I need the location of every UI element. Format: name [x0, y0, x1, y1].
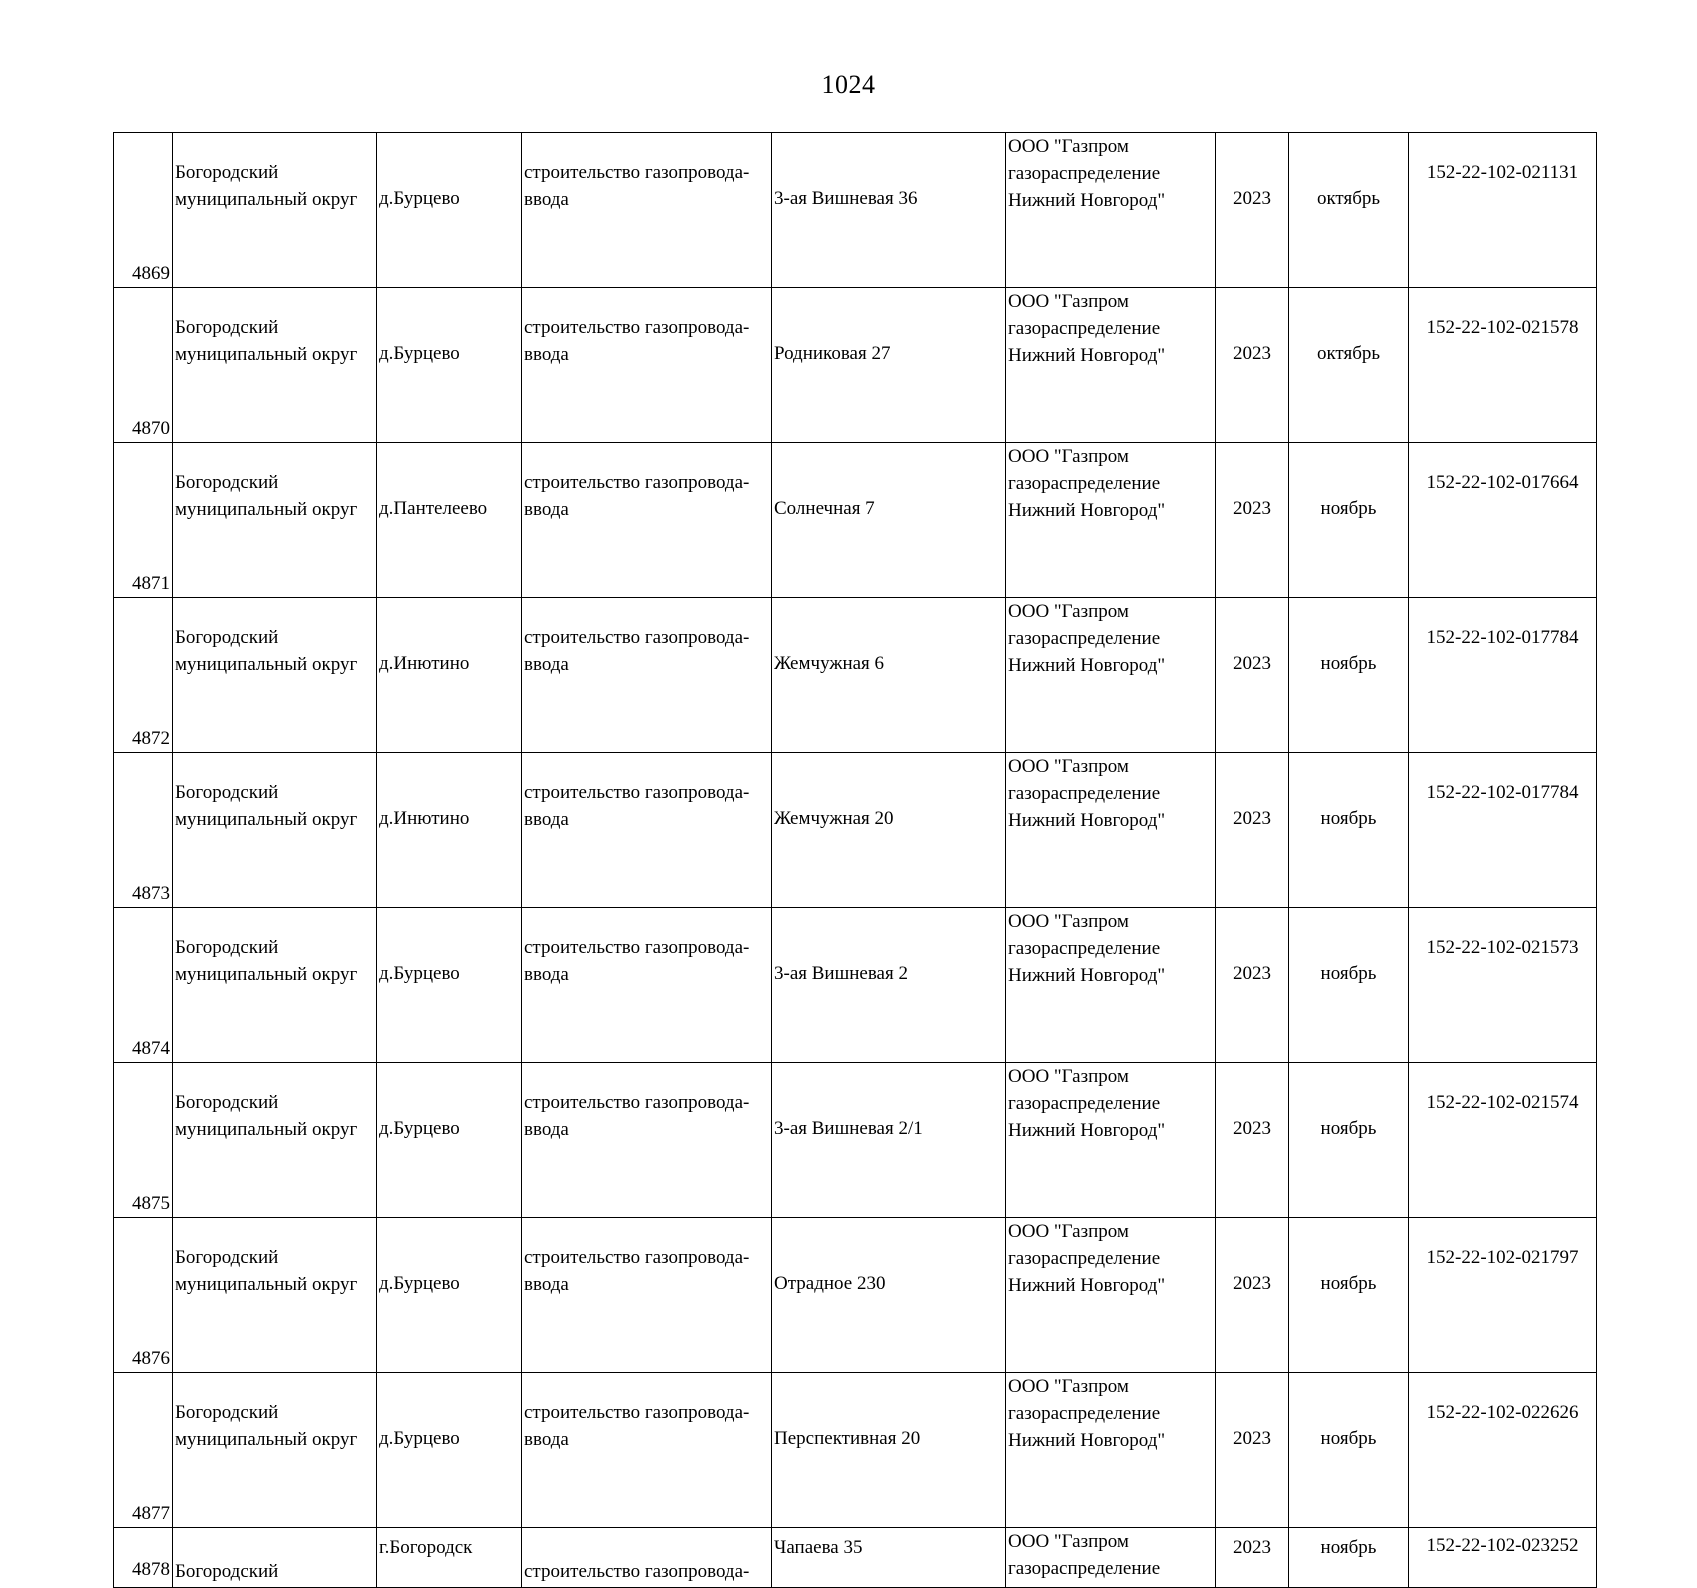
row-number-cell — [114, 1218, 173, 1373]
work-type-cell — [522, 1373, 772, 1528]
address-cell — [772, 288, 1006, 443]
year-cell — [1216, 908, 1289, 1063]
work-type-cell — [522, 1218, 772, 1373]
year-cell — [1216, 1218, 1289, 1373]
address-cell — [772, 1373, 1006, 1528]
permit-code: 152-22-102-021573 — [1426, 937, 1579, 958]
month-cell — [1289, 288, 1409, 443]
locality-cell — [377, 598, 522, 753]
work-type-line: строительство газопровода- — [524, 1402, 750, 1423]
code-cell — [1409, 443, 1597, 598]
month-cell — [1289, 908, 1409, 1063]
locality-name: д.Бурцево — [379, 1118, 460, 1139]
year: 2023 — [1233, 1118, 1271, 1139]
year-cell — [1216, 443, 1289, 598]
row-number: 4871 — [132, 573, 170, 594]
organization-cell — [1006, 598, 1216, 753]
locality-name: д.Инютино — [379, 653, 470, 674]
organization-line: газораспределение — [1008, 1403, 1161, 1424]
organization-line: газораспределение — [1008, 473, 1161, 494]
district-line: Богородский — [175, 1402, 279, 1423]
table-row — [114, 133, 1597, 288]
year: 2023 — [1233, 188, 1271, 209]
table-row — [114, 753, 1597, 908]
month-cell — [1289, 598, 1409, 753]
month: ноябрь — [1320, 498, 1377, 519]
organization-line: Нижний Новгород" — [1008, 1275, 1166, 1296]
organization-line: газораспределение — [1008, 163, 1161, 184]
month: октябрь — [1316, 188, 1381, 209]
table-row — [114, 443, 1597, 598]
locality-cell — [377, 753, 522, 908]
code-cell — [1409, 598, 1597, 753]
district-cell — [173, 1373, 377, 1528]
year: 2023 — [1233, 808, 1271, 829]
organization-line: газораспределение — [1008, 1093, 1161, 1114]
organization-line: Нижний Новгород" — [1008, 190, 1166, 211]
locality-cell — [377, 1528, 522, 1588]
locality-name: г.Богородск — [379, 1537, 473, 1558]
organization-line: ООО "Газпром — [1008, 446, 1129, 467]
row-number-cell — [114, 443, 173, 598]
work-type-line: строительство газопровода- — [524, 1092, 750, 1113]
address: Родниковая 27 — [774, 343, 891, 364]
address: Солнечная 7 — [774, 498, 875, 519]
organization-cell — [1006, 1063, 1216, 1218]
organization-line: Нижний Новгород" — [1008, 1430, 1166, 1451]
organization-line: Нижний Новгород" — [1008, 345, 1166, 366]
work-type-cell — [522, 908, 772, 1063]
work-type-line: ввода — [524, 1429, 569, 1450]
work-type-line: строительство газопровода- — [524, 627, 750, 648]
row-number: 4873 — [132, 883, 170, 904]
month: ноябрь — [1320, 963, 1377, 984]
year-cell — [1216, 753, 1289, 908]
row-number-cell — [114, 288, 173, 443]
year: 2023 — [1233, 653, 1271, 674]
year-cell — [1216, 598, 1289, 753]
locality-cell — [377, 443, 522, 598]
work-type-line: строительство газопровода- — [524, 1247, 750, 1268]
month: ноябрь — [1320, 653, 1377, 674]
code-cell — [1409, 1063, 1597, 1218]
locality-cell — [377, 133, 522, 288]
month: ноябрь — [1320, 1428, 1377, 1449]
organization-line: газораспределение — [1008, 318, 1161, 339]
row-number: 4877 — [132, 1503, 170, 1524]
row-number-cell — [114, 1528, 173, 1588]
work-type-line: строительство газопровода- — [524, 317, 750, 338]
work-type-cell — [522, 443, 772, 598]
organization-cell — [1006, 1218, 1216, 1373]
district-line: Богородский — [175, 162, 279, 183]
table-row — [114, 598, 1597, 753]
district-line: муниципальный округ — [175, 344, 358, 365]
work-type-cell — [522, 1528, 772, 1588]
locality-name: д.Бурцево — [379, 1428, 460, 1449]
table-row — [114, 1063, 1597, 1218]
permit-code: 152-22-102-023252 — [1426, 1535, 1579, 1556]
district-line: Богородский — [175, 472, 279, 493]
address-cell — [772, 1063, 1006, 1218]
locality-name: д.Бурцево — [379, 343, 460, 364]
locality-cell — [377, 1218, 522, 1373]
code-cell — [1409, 908, 1597, 1063]
organization-line: Нижний Новгород" — [1008, 655, 1166, 676]
locality-name: д.Бурцево — [379, 963, 460, 984]
address: 3-ая Вишневая 2 — [774, 963, 908, 984]
year: 2023 — [1233, 1537, 1271, 1558]
locality-name: д.Бурцево — [379, 1273, 460, 1294]
organization-line: ООО "Газпром — [1008, 601, 1129, 622]
locality-name: д.Инютино — [379, 808, 470, 829]
district-line: муниципальный округ — [175, 1274, 358, 1295]
address-cell — [772, 908, 1006, 1063]
district-line: муниципальный округ — [175, 809, 358, 830]
month: ноябрь — [1320, 1118, 1377, 1139]
district-line: муниципальный округ — [175, 654, 358, 675]
address: 3-ая Вишневая 36 — [774, 188, 918, 209]
month-cell — [1289, 1218, 1409, 1373]
organization-line: Нижний Новгород" — [1008, 500, 1166, 521]
district-cell — [173, 1063, 377, 1218]
organization-line: ООО "Газпром — [1008, 1531, 1129, 1552]
organization-cell — [1006, 908, 1216, 1063]
organization-line: газораспределение — [1008, 783, 1161, 804]
permit-code: 152-22-102-017784 — [1426, 782, 1579, 803]
work-type-line: строительство газопровода- — [524, 937, 750, 958]
district-line: Богородский — [175, 782, 279, 803]
permit-code: 152-22-102-021797 — [1426, 1247, 1579, 1268]
table-row — [114, 288, 1597, 443]
month: октябрь — [1316, 343, 1381, 364]
address: Жемчужная 6 — [774, 653, 885, 674]
row-number-cell — [114, 1063, 173, 1218]
table-body — [114, 133, 1597, 1588]
district-line: муниципальный округ — [175, 1429, 358, 1450]
code-cell — [1409, 753, 1597, 908]
row-number-cell — [114, 908, 173, 1063]
month: ноябрь — [1320, 808, 1377, 829]
district-line: муниципальный округ — [175, 964, 358, 985]
table-row — [114, 1218, 1597, 1373]
year-cell — [1216, 1373, 1289, 1528]
row-number: 4869 — [132, 263, 170, 284]
work-type-line: ввода — [524, 344, 569, 365]
year-cell — [1216, 1528, 1289, 1588]
code-cell — [1409, 1528, 1597, 1588]
district-cell — [173, 1528, 377, 1588]
work-type-cell — [522, 133, 772, 288]
gas-pipeline-register-table — [113, 132, 1597, 1588]
address-cell — [772, 753, 1006, 908]
work-type-cell — [522, 598, 772, 753]
address: Чапаева 35 — [774, 1537, 863, 1558]
address-cell — [772, 1528, 1006, 1588]
address: Перспективная 20 — [774, 1428, 921, 1449]
year-cell — [1216, 1063, 1289, 1218]
district-cell — [173, 1218, 377, 1373]
code-cell — [1409, 133, 1597, 288]
month: ноябрь — [1320, 1537, 1377, 1558]
organization-line: Нижний Новгород" — [1008, 965, 1166, 986]
year: 2023 — [1233, 1428, 1271, 1449]
locality-name: д.Пантелеево — [379, 498, 488, 519]
work-type-line: строительство газопровода- — [524, 472, 750, 493]
locality-cell — [377, 1063, 522, 1218]
work-type-cell — [522, 1063, 772, 1218]
organization-line: ООО "Газпром — [1008, 136, 1129, 157]
code-cell — [1409, 288, 1597, 443]
organization-line: газораспределение — [1008, 938, 1161, 959]
row-number-cell — [114, 753, 173, 908]
row-number-cell — [114, 598, 173, 753]
organization-line: газораспределение — [1008, 1558, 1161, 1579]
district-name: Богородский — [175, 1561, 279, 1582]
district-cell — [173, 288, 377, 443]
district-line: муниципальный округ — [175, 1119, 358, 1140]
table-row — [114, 1373, 1597, 1528]
row-number: 4875 — [132, 1193, 170, 1214]
organization-cell — [1006, 753, 1216, 908]
code-cell — [1409, 1373, 1597, 1528]
organization-cell — [1006, 1373, 1216, 1528]
month-cell — [1289, 1528, 1409, 1588]
organization-cell — [1006, 133, 1216, 288]
work-type: строительство газопровода- — [524, 1561, 750, 1582]
locality-cell — [377, 288, 522, 443]
row-number: 4876 — [132, 1348, 170, 1369]
address-cell — [772, 133, 1006, 288]
work-type-line: ввода — [524, 654, 569, 675]
district-line: муниципальный округ — [175, 499, 358, 520]
address-cell — [772, 443, 1006, 598]
year: 2023 — [1233, 963, 1271, 984]
organization-line: ООО "Газпром — [1008, 291, 1129, 312]
work-type-cell — [522, 288, 772, 443]
district-line: Богородский — [175, 937, 279, 958]
row-number: 4878 — [132, 1559, 170, 1580]
organization-line: Нижний Новгород" — [1008, 810, 1166, 831]
month-cell — [1289, 443, 1409, 598]
district-line: Богородский — [175, 627, 279, 648]
permit-code: 152-22-102-021578 — [1426, 317, 1579, 338]
month-cell — [1289, 133, 1409, 288]
organization-line: ООО "Газпром — [1008, 1066, 1129, 1087]
month: ноябрь — [1320, 1273, 1377, 1294]
district-cell — [173, 753, 377, 908]
district-line: Богородский — [175, 317, 279, 338]
work-type-line: строительство газопровода- — [524, 162, 750, 183]
organization-cell — [1006, 443, 1216, 598]
organization-line: ООО "Газпром — [1008, 1221, 1129, 1242]
organization-line: ООО "Газпром — [1008, 756, 1129, 777]
table-row-partial — [114, 1528, 1597, 1588]
row-number-cell — [114, 1373, 173, 1528]
work-type-cell — [522, 753, 772, 908]
permit-code: 152-22-102-021131 — [1426, 162, 1579, 183]
permit-code: 152-22-102-022626 — [1426, 1402, 1579, 1423]
table-row — [114, 908, 1597, 1063]
row-number: 4872 — [132, 728, 170, 749]
code-cell — [1409, 1218, 1597, 1373]
row-number: 4874 — [132, 1038, 170, 1059]
district-line: муниципальный округ — [175, 189, 358, 210]
month-cell — [1289, 753, 1409, 908]
address: Жемчужная 20 — [774, 808, 894, 829]
year-cell — [1216, 288, 1289, 443]
organization-line: ООО "Газпром — [1008, 911, 1129, 932]
year: 2023 — [1233, 498, 1271, 519]
organization-line: Нижний Новгород" — [1008, 1120, 1166, 1141]
row-number-cell — [114, 133, 173, 288]
work-type-line: ввода — [524, 1274, 569, 1295]
address-cell — [772, 598, 1006, 753]
district-cell — [173, 598, 377, 753]
work-type-line: ввода — [524, 809, 569, 830]
address: Отрадное 230 — [774, 1273, 886, 1294]
work-type-line: ввода — [524, 499, 569, 520]
work-type-line: строительство газопровода- — [524, 782, 750, 803]
district-line: Богородский — [175, 1247, 279, 1268]
permit-code: 152-22-102-021574 — [1426, 1092, 1579, 1113]
permit-code: 152-22-102-017784 — [1426, 627, 1579, 648]
organization-line: газораспределение — [1008, 1248, 1161, 1269]
organization-line: газораспределение — [1008, 628, 1161, 649]
work-type-line: ввода — [524, 1119, 569, 1140]
district-line: Богородский — [175, 1092, 279, 1113]
work-type-line: ввода — [524, 964, 569, 985]
row-number: 4870 — [132, 418, 170, 439]
district-cell — [173, 443, 377, 598]
locality-name: д.Бурцево — [379, 188, 460, 209]
organization-line: ООО "Газпром — [1008, 1376, 1129, 1397]
address-cell — [772, 1218, 1006, 1373]
year: 2023 — [1233, 1273, 1271, 1294]
locality-cell — [377, 1373, 522, 1528]
permit-code: 152-22-102-017664 — [1426, 472, 1579, 493]
address: 3-ая Вишневая 2/1 — [774, 1118, 923, 1139]
district-cell — [173, 133, 377, 288]
month-cell — [1289, 1063, 1409, 1218]
work-type-line: ввода — [524, 189, 569, 210]
month-cell — [1289, 1373, 1409, 1528]
organization-cell — [1006, 1528, 1216, 1588]
district-cell — [173, 908, 377, 1063]
locality-cell — [377, 908, 522, 1063]
organization-cell — [1006, 288, 1216, 443]
year-cell — [1216, 133, 1289, 288]
page-number: 1024 — [821, 70, 876, 99]
year: 2023 — [1233, 343, 1271, 364]
